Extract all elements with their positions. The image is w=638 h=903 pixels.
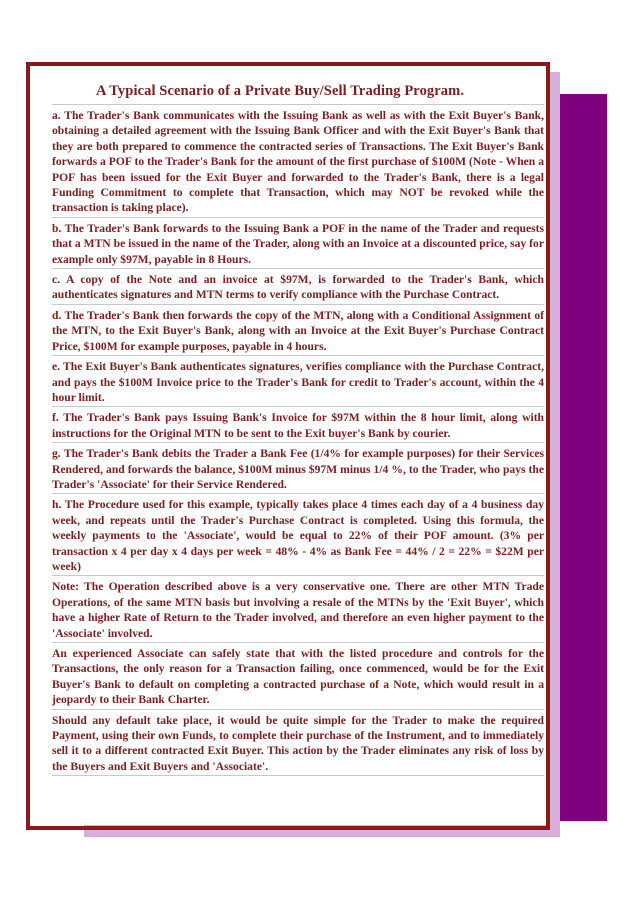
- paragraph-default: Should any default take place, it would be quite simple for the Trader to make the required Payment, using their own Funds, to complete their purchase of the Instrument, and to immediately sell it to a different contracted Exit Buyer. This action by the Trader eliminates any risk of loss by the Buyers and Exit Buyers and 'Associate'.: [52, 710, 544, 777]
- paragraph-c: c. A copy of the Note and an invoice at $97M, is forwarded to the Trader's Bank, which authenticates signatures and MTN terms to verify compliance with the Purchase Contract.: [52, 269, 544, 305]
- paragraph-b: b. The Trader's Bank forwards to the Issuing Bank a POF in the name of the Trader and requests that a MTN be issued in the name of the Trader, along with an Invoice at a discounted price, say for example only $97M, payable in 8 Hours.: [52, 218, 544, 269]
- paragraph-g: g. The Trader's Bank debits the Trader a Bank Fee (1/4% for example purposes) for their Services Rendered, and forwards the balance, $100M minus $97M minus 1/4 %, to the Trader, who pays the Trader's 'Associate' for their Service Rendered.: [52, 443, 544, 494]
- page-title: A Typical Scenario of a Private Buy/Sell Trading Program.: [52, 80, 544, 105]
- page-frame-bottom: [26, 826, 550, 830]
- document-body: [52, 80, 544, 776]
- paragraph-a: a. The Trader's Bank communicates with the Issuing Bank as well as with the Exit Buyer's Bank, obtaining a detailed agreement with the Issuing Bank Officer and with the Exit Buyer's Bank that they are both prepared to commence the contracted series of Transactions. The Exit Buyer's Bank forwards a POF to the Trader's Bank for the amount of the first purchase of $100M (Note - When a POF has been issued for the Exit Buyer and forwarded to the Trader's Bank, there is a legal Funding Commitment to complete that Transaction, which may NOT be revoked while the transaction is taking place).: [52, 105, 544, 218]
- paragraph-d: d. The Trader's Bank then forwards the copy of the MTN, along with a Conditional Assignment of the MTN, to the Exit Buyer's Bank, along with an Invoice at the Exit Buyer's Purchase Contract Price, $100M for example purposes, payable in 4 hours.: [52, 305, 544, 356]
- paragraph-note: Note: The Operation described above is a very conservative one. There are other MTN Trade Operations, of the same MTN basis but involving a resale of the MTNs by the 'Exit Buyer', which have a higher Rate of Return to the Trader involved, and therefore an even higher payment to the 'Associate' involved.: [52, 576, 544, 643]
- paragraph-e: e. The Exit Buyer's Bank authenticates signatures, verifies compliance with the Purchase Contract, and pays the $100M Invoice price to the Trader's Bank for credit to Trader's account, within the 4 hour limit.: [52, 356, 544, 407]
- paragraph-f: f. The Trader's Bank pays Issuing Bank's Invoice for $97M within the 8 hour limit, along with instructions for the Original MTN to be sent to the Exit buyer's Bank by courier.: [52, 407, 544, 443]
- decorative-purple-bar: [560, 94, 607, 821]
- paragraph-associate: An experienced Associate can safely state that with the listed procedure and controls for the Transactions, the only reason for a Transaction failing, once commenced, would be for the Exit Buyer's Bank to default on completing a contracted purchase of a Note, which would result in a jeopardy to their Bank Charter.: [52, 643, 544, 710]
- paragraph-h: h. The Procedure used for this example, typically takes place 4 times each day of a 4 business day week, and repeats until the Trader's Purchase Contract is completed. Using this formula, the weekly payments to the 'Associate', would be equal to 22% of their POF amount. (3% per transaction x 4 per day x 4 days per week = 48% - 4% as Bank Fee = 44% / 2 = 22% = $22M per week): [52, 494, 544, 576]
